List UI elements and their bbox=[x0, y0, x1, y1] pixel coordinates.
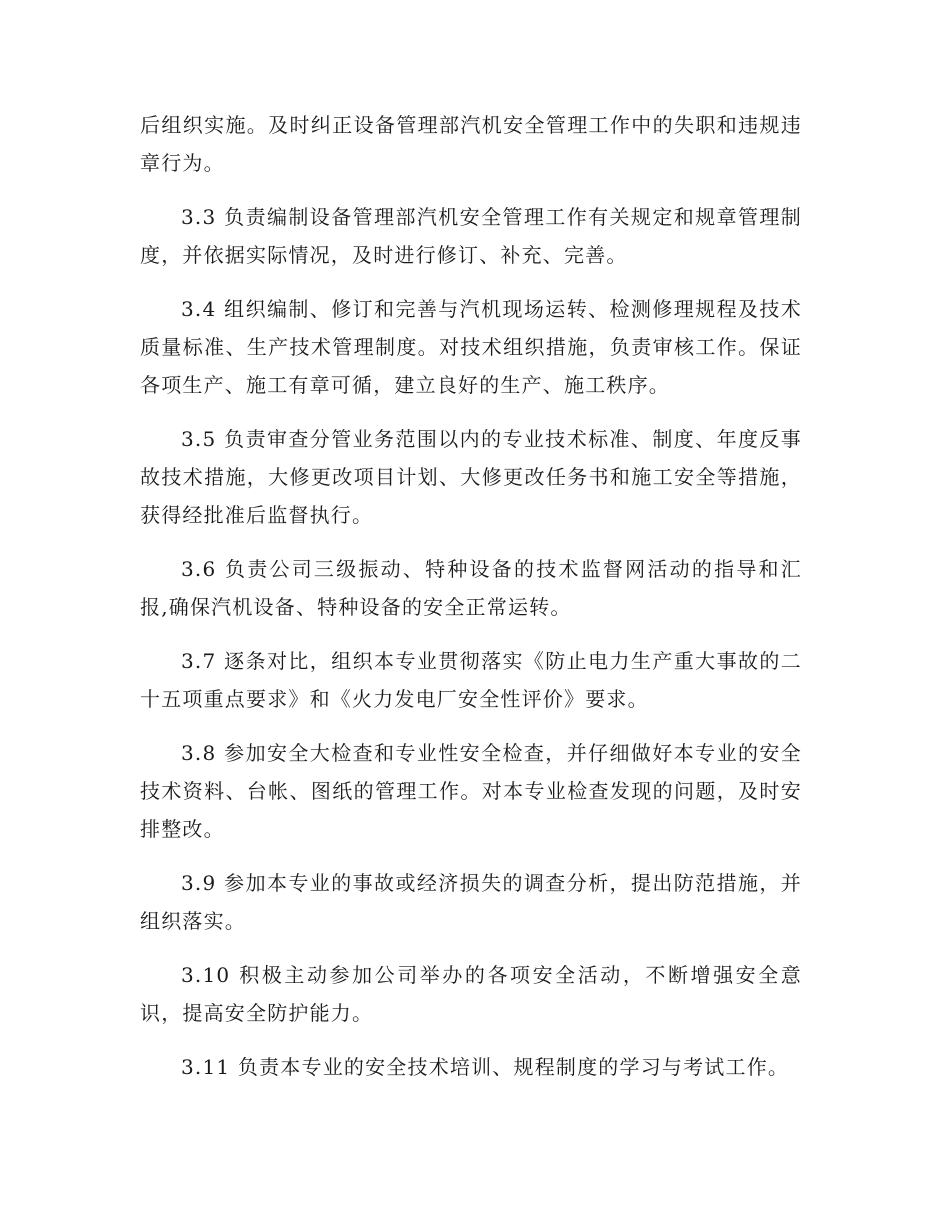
paragraph-3-11: 3.11 负责本专业的安全技术培训、规程制度的学习与考试工作。 bbox=[181, 1055, 790, 1079]
paragraph-3-5: 3.5 负责审查分管业务范围以内的专业技术标准、制度、年度反事故技术措施，大修更改项目计划、大修更改任务书和施工安全等措施，获得经批准后监督执行。 bbox=[140, 427, 802, 527]
paragraph-3-10: 3.10 积极主动参加公司举办的各项安全活动，不断增强安全意识，提高安全防护能力。 bbox=[140, 963, 802, 1025]
document-body bbox=[140, 106, 802, 1102]
paragraph-3-8: 3.8 参加安全大检查和专业性安全检查，并仔细做好本专业的安全技术资料、台帐、图纸的管理工作。对本专业检查发现的问题，及时安排整改。 bbox=[140, 741, 802, 841]
paragraph-3-9: 3.9 参加本专业的事故或经济损失的调查分析，提出防范措施，并组织落实。 bbox=[140, 871, 802, 933]
paragraph-continuation: 后组织实施。及时纠正设备管理部汽机安全管理工作中的失职和违规违章行为。 bbox=[140, 113, 802, 175]
paragraph-3-3: 3.3 负责编制设备管理部汽机安全管理工作有关规定和规章管理制度，并依据实际情况，及时进行修订、补充、完善。 bbox=[140, 205, 802, 267]
paragraph-3-4: 3.4 组织编制、修订和完善与汽机现场运转、检测修理规程及技术质量标准、生产技术管理制度。对技术组织措施，负责审核工作。保证各项生产、施工有章可循，建立良好的生产、施工秩序。 bbox=[140, 297, 802, 397]
paragraph-3-6: 3.6 负责公司三级振动、特种设备的技术监督网活动的指导和汇报,确保汽机设备、特种设备的安全正常运转。 bbox=[140, 557, 802, 619]
paragraph-3-7: 3.7 逐条对比，组织本专业贯彻落实《防止电力生产重大事故的二十五项重点要求》和《火力发电厂安全性评价》要求。 bbox=[140, 649, 802, 711]
